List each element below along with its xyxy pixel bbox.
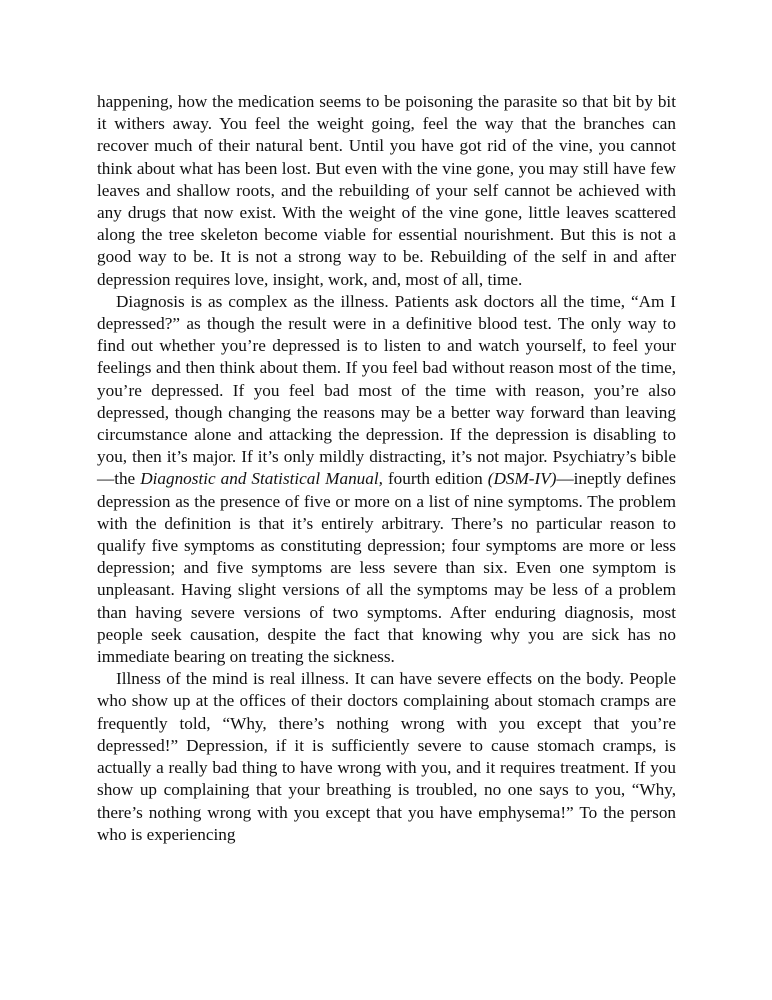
paragraph-3-text: Illness of the mind is real illness. It can have severe effects on the body. People who show up at the offices of their doctors complaining about stomach cramps are frequently told, “Why, there’s nothing wrong with you except that you’re depressed!” Depression, if it is sufficiently severe to cause stomach cramps, is actually a really bad thing to have wrong with you, and it requires treatment. If you show up complaining that your breathing is troubled, no one says to you, “Why, there’s nothing wrong with you except that you have emphysema!” To the person who is experiencing: [97, 669, 676, 844]
paragraph-3: [97, 668, 676, 846]
book-title-italic: Diagnostic and Statistical Manual,: [140, 469, 383, 489]
abbreviation-italic: (DSM-IV): [487, 469, 557, 489]
paragraph-2-text: fourth edition: [382, 469, 488, 489]
paragraph-2: [97, 291, 676, 668]
paragraph-2-text: Diagnosis is as complex as the illness. Patients ask doctors all the time, “Am I depressed?” as though the result were in a definitive blood test. The only way to find out whether you’re depressed is to listen to and watch yourself, to feel your feelings and then think about them. If you feel bad without reason most of the time, you’re depressed. If you feel bad most of the time with reason, you’re also depressed, though changing the reasons may be a better way forward than leaving circumstance alone and attacking the depression. If the depression is disabling to you, then it’s major. If it’s only mildly distracting, it’s not major. Psychiatry’s bible—the: [97, 291, 676, 489]
paragraph-2-text: —ineptly defines depression as the presence of five or more on a list of nine symptoms. The problem with the definition is that it’s entirely arbitrary. There’s no particular reason to qualify five symptoms as constituting depression; four symptoms are more or less depression; and five symptoms are less severe than six. Even one symptom is unpleasant. Having slight versions of all the symptoms may be less of a problem than having severe versions of two symptoms. After enduring diagnosis, most people seek causation, despite the fact that knowing why you are sick has no immediate bearing on treating the sickness.: [97, 469, 676, 667]
page-body: [97, 91, 676, 846]
paragraph-1-text: happening, how the medication seems to be poisoning the parasite so that bit by bit it withers away. You feel the weight going, feel the way that the branches can recover much of their natural bent. Until you have got rid of the vine, you cannot think about what has been lost. But even with the vine gone, you may still have few leaves and shallow roots, and the rebuilding of your self cannot be achieved with any drugs that now exist. With the weight of the vine gone, little leaves scattered along the tree skeleton become viable for essential nourishment. But this is not a good way to be. It is not a strong way to be. Rebuilding of the self in and after depression requires love, insight, work, and, most of all, time.: [97, 92, 676, 289]
paragraph-1: [97, 91, 676, 291]
